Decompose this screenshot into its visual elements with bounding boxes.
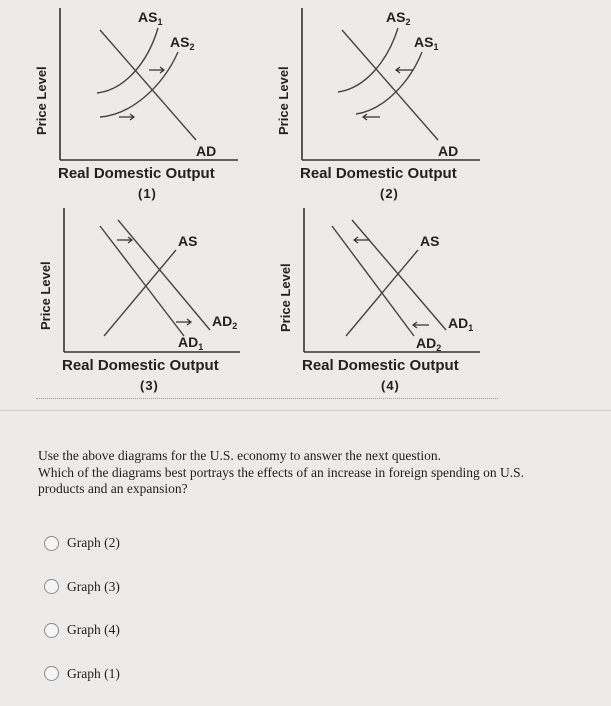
graph-3 <box>38 208 240 393</box>
graph-4-shift-arrow-lower <box>413 322 429 328</box>
graph-2-y-axis-label: Price Level <box>276 66 291 135</box>
figure-bottom-rule <box>36 398 498 399</box>
graph-3-as-label: AS <box>178 233 198 249</box>
graph-4-y-axis-label: Price Level <box>278 263 293 332</box>
question-line-3: products and an expansion? <box>38 481 188 496</box>
graph-2-x-axis-label: Real Domestic Output <box>300 165 457 182</box>
question-text <box>38 448 598 498</box>
graph-2 <box>276 8 480 201</box>
option-graph-1[interactable] <box>44 663 120 685</box>
graph-2-ad-label: AD <box>438 143 459 159</box>
graph-1-shift-arrow-upper <box>149 67 164 73</box>
graph-4-ad-right-label: $AD_1$ <box>448 315 474 333</box>
radio-button[interactable] <box>44 666 59 681</box>
question-line-1: Use the above diagrams for the U.S. economy to answer the next question. <box>38 448 442 463</box>
graph-3-x-axis-label: Real Domestic Output <box>62 357 219 374</box>
graph-2-as-upper-label: $AS_2$ <box>386 9 411 27</box>
graph-4-number: (4) <box>381 378 400 393</box>
graph-3-shift-arrow-lower <box>176 319 191 325</box>
graph-3-number: (3) <box>140 378 159 393</box>
option-graph-3[interactable] <box>44 576 120 598</box>
option-graph-4[interactable] <box>44 619 120 641</box>
graph-1-as-lower-label: $AS_2$ <box>170 34 195 52</box>
option-label: Graph (4) <box>67 622 120 637</box>
option-label: Graph (2) <box>67 535 120 550</box>
graph-2-shift-arrow-lower <box>363 114 380 120</box>
graph-3-y-axis-label: Price Level <box>38 261 53 330</box>
option-graph-2[interactable] <box>44 532 120 554</box>
graph-3-ad-left-label: $AD_1$ <box>178 334 204 352</box>
graph-4 <box>278 208 480 393</box>
answer-options <box>44 532 120 706</box>
section-divider <box>0 410 611 411</box>
graph-1-as-upper-label: $AS_1$ <box>138 9 163 27</box>
graph-1-number: (1) <box>138 186 157 201</box>
graph-1-as2-curve <box>100 52 178 117</box>
graph-4-x-axis-label: Real Domestic Output <box>302 357 459 374</box>
graph-3-ad1-curve <box>100 226 184 336</box>
graph-1-ad-label: AD <box>196 143 217 159</box>
question-line-2: Which of the diagrams best portrays the effects of an increase in foreign spending on U.S. <box>38 464 524 480</box>
graph-1-shift-arrow-lower <box>119 114 134 120</box>
graph-3-shift-arrow-upper <box>117 237 132 243</box>
graph-3-as-curve <box>104 250 176 336</box>
radio-button[interactable] <box>44 623 59 638</box>
graph-4-as-label: AS <box>420 233 440 249</box>
graph-1-x-axis-label: Real Domestic Output <box>58 165 215 182</box>
graph-4-ad2-curve <box>332 226 414 336</box>
graph-1-y-axis-label: Price Level <box>34 66 49 135</box>
graph-1 <box>34 8 238 201</box>
option-label: Graph (1) <box>67 665 120 681</box>
graph-4-ad-left-label: $AD_2$ <box>416 335 442 353</box>
option-label: Graph (3) <box>67 578 120 594</box>
graph-2-shift-arrow-upper <box>396 67 413 73</box>
graph-2-as-lower-label: $AS_1$ <box>414 34 439 52</box>
graph-3-ad-right-label: $AD_2$ <box>212 313 238 331</box>
radio-button[interactable] <box>44 536 59 551</box>
radio-button[interactable] <box>44 579 59 594</box>
graph-2-number: (2) <box>380 186 399 201</box>
